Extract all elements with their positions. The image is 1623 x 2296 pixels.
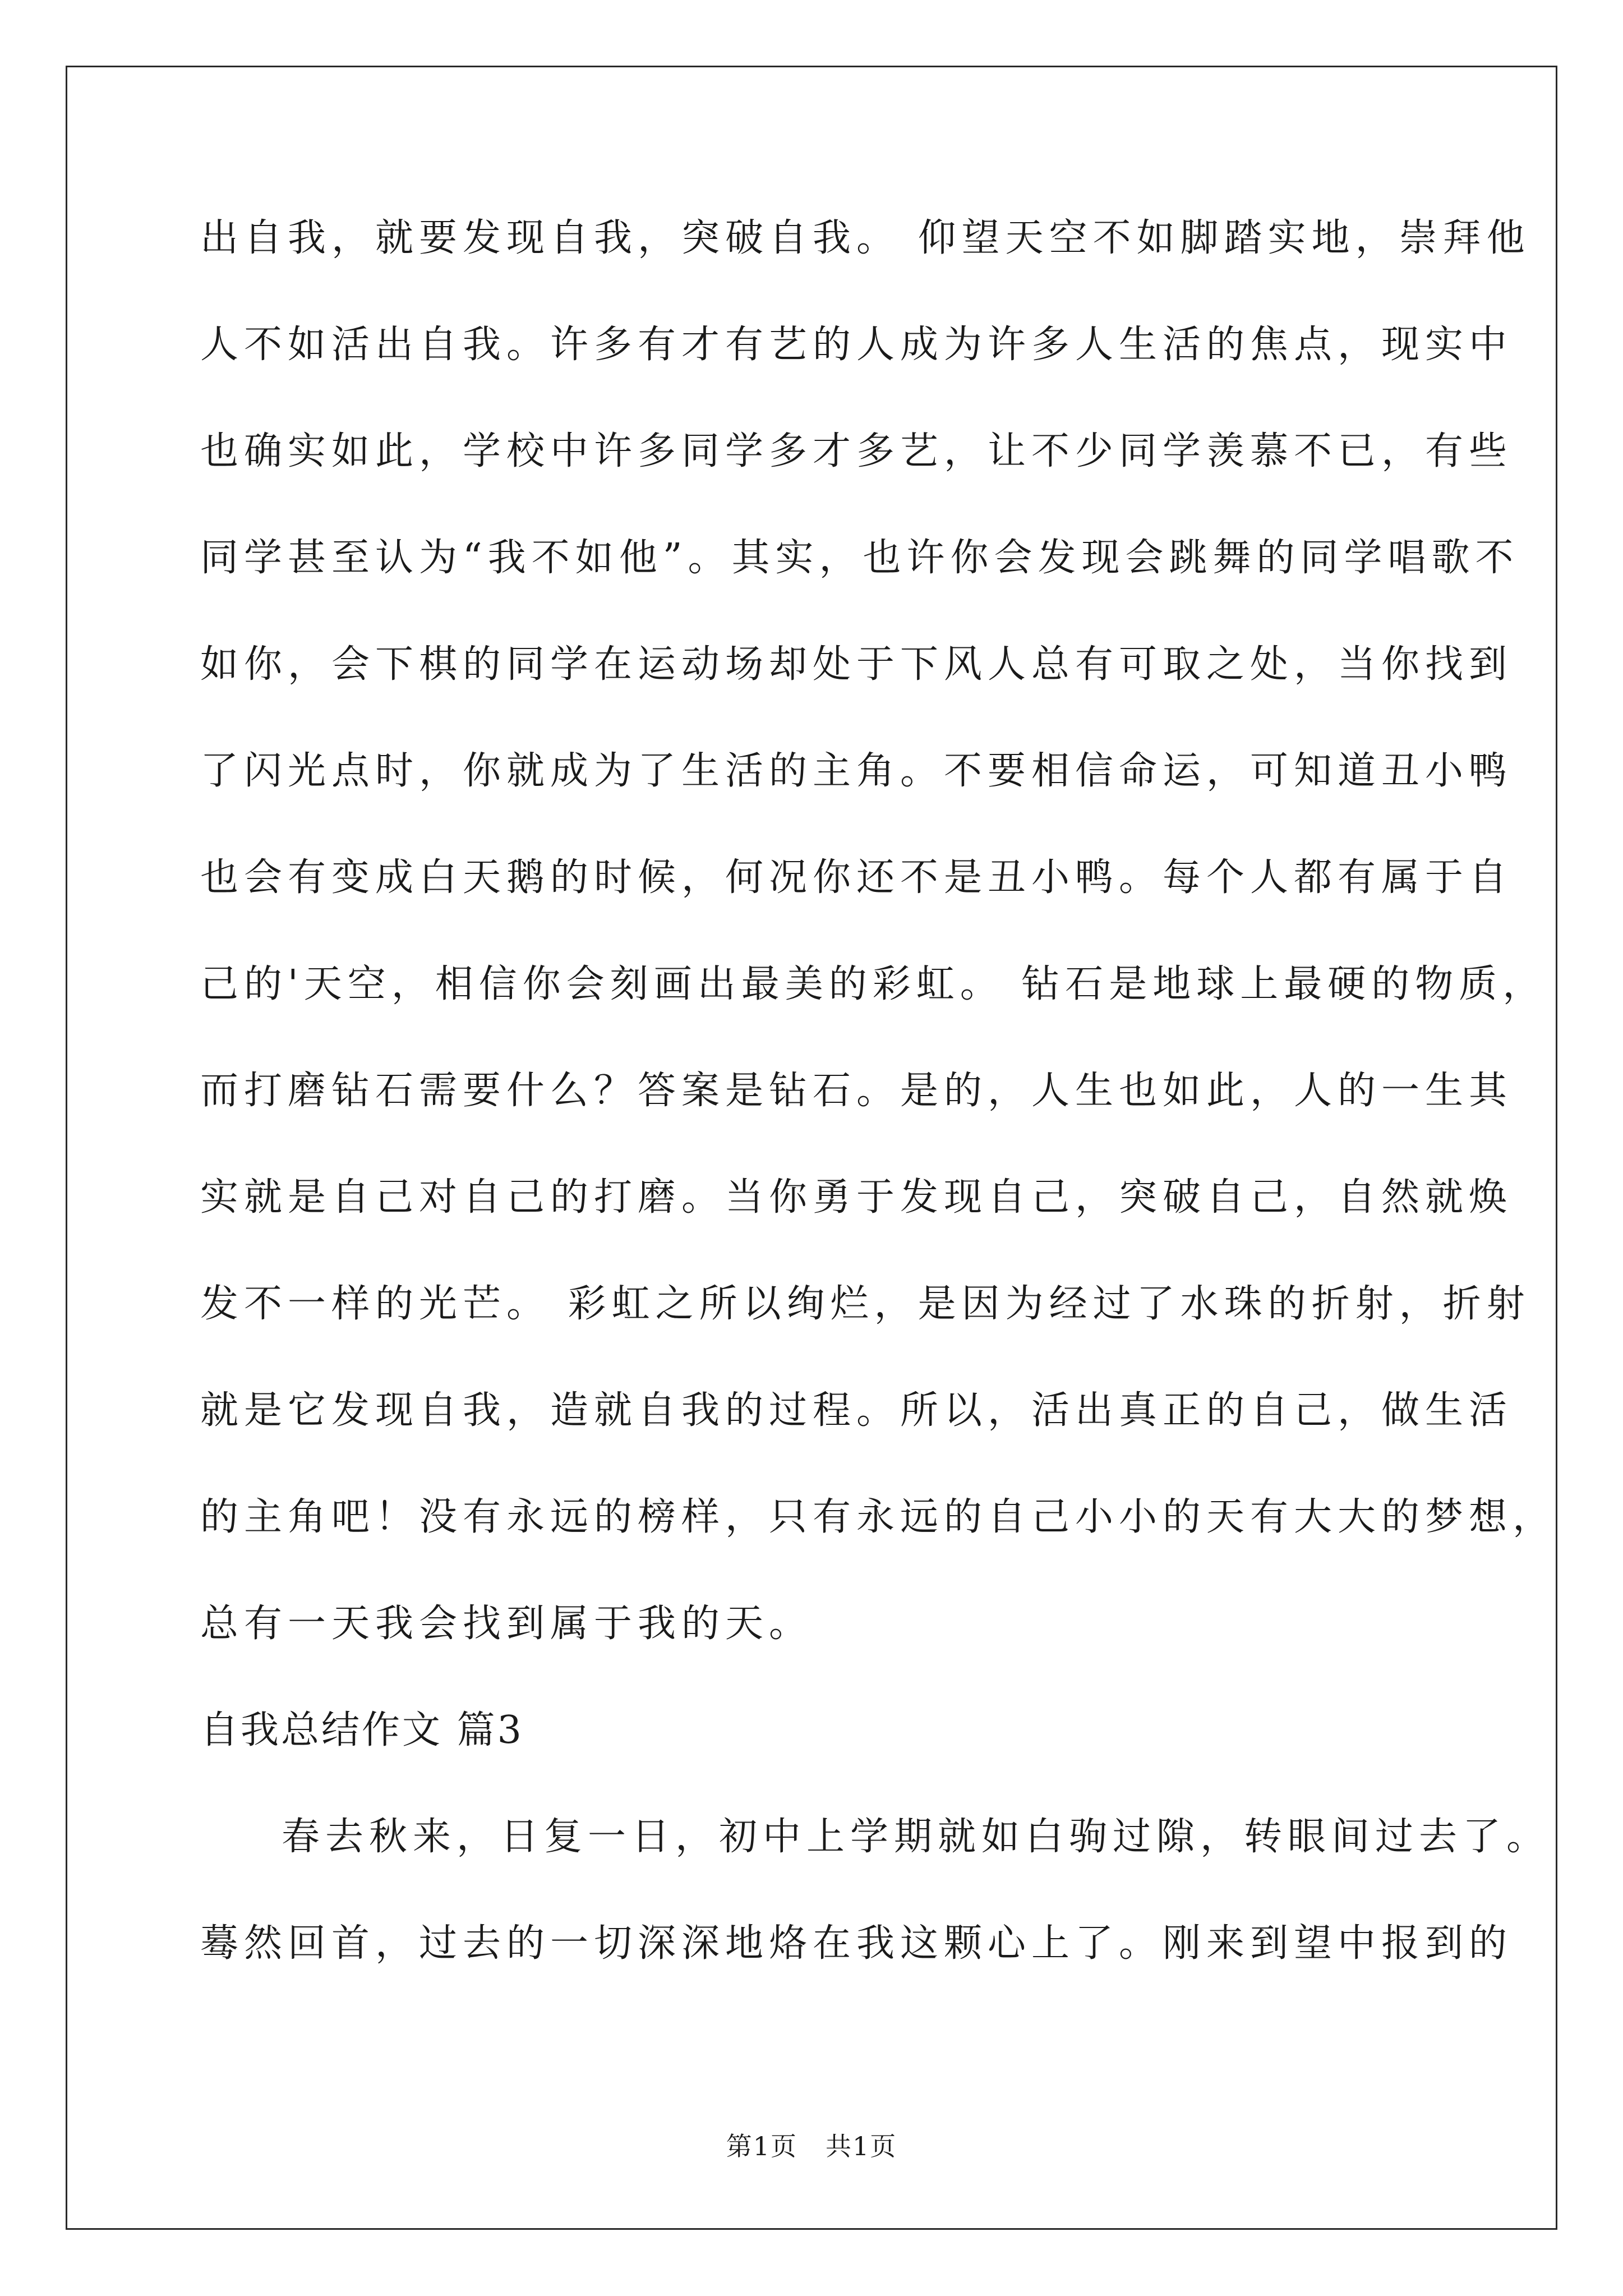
text-line: 同学甚至认为“我不如他”。其实，也许你会发现会跳舞的同学唱歌不 bbox=[200, 536, 1519, 580]
text-line: 的主角吧！没有永远的榜样，只有永远的自己小小的天有大大的梦想， bbox=[200, 1495, 1557, 1539]
text-line: 出自我，就要发现自我，突破自我。 仰望天空不如脚踏实地，崇拜他 bbox=[200, 216, 1530, 260]
text-line: 就是它发现自我，造就自我的过程。所以，活出真正的自己，做生活 bbox=[200, 1388, 1513, 1433]
text-line: 人不如活出自我。许多有才有艺的人成为许多人生活的焦点，现实中 bbox=[200, 323, 1513, 367]
text-line: 春去秋来，日复一日，初中上学期就如白驹过隙，转眼间过去了。 bbox=[282, 1815, 1551, 1859]
text-line: 实就是自己对自己的打磨。当你勇于发现自己，突破自己，自然就焕 bbox=[200, 1175, 1513, 1220]
text-line: 如你，会下棋的同学在运动场却处于下风人总有可取之处，当你找到 bbox=[200, 642, 1513, 687]
page-total: 共1页 bbox=[826, 2131, 897, 2161]
text-line: 也确实如此，学校中许多同学多才多艺，让不少同学羡慕不已，有些 bbox=[200, 429, 1513, 473]
text-line: 而打磨钻石需要什么？答案是钻石。是的，人生也如此，人的一生其 bbox=[200, 1069, 1513, 1113]
text-line: 也会有变成白天鹅的时候，何况你还不是丑小鸭。每个人都有属于自 bbox=[200, 855, 1513, 900]
text-line: 己的'天空，相信你会刻画出最美的彩虹。 钻石是地球上最硬的物质， bbox=[200, 962, 1547, 1006]
text-line: 了闪光点时，你就成为了生活的主角。不要相信命运，可知道丑小鸭 bbox=[200, 749, 1513, 793]
text-line: 总有一天我会找到属于我的天。 bbox=[200, 1602, 813, 1646]
text-line: 发不一样的光芒。 彩虹之所以绚烂，是因为经过了水珠的折射，折射 bbox=[200, 1282, 1530, 1326]
text-line: 蓦然回首，过去的一切深深地烙在我这颗心上了。刚来到望中报到的 bbox=[200, 1921, 1513, 1966]
page-border bbox=[66, 66, 1557, 2230]
section-heading: 自我总结作文 篇3 bbox=[200, 1708, 524, 1752]
page-footer bbox=[0, 2126, 1623, 2163]
page-number: 第1页 bbox=[726, 2131, 797, 2161]
